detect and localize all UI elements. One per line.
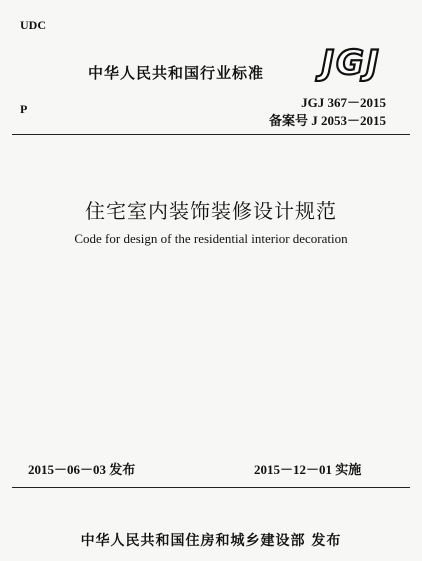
issue-date: 2015－06－03 发布 xyxy=(28,462,136,477)
standard-code: JGJ 367－2015 xyxy=(301,95,386,110)
implementation-date: 2015－12－01 实施 xyxy=(254,462,362,477)
publisher: 中华人民共和国住房和城乡建设部 发布 xyxy=(80,533,342,549)
record-number: 备案号 J 2053－2015 xyxy=(268,113,386,128)
classification-code: P xyxy=(20,102,28,116)
standard-type-heading: 中华人民共和国行业标准 xyxy=(88,64,265,82)
document-title-english: Code for design of the residential interior decoration xyxy=(74,231,348,246)
bottom-divider xyxy=(12,487,410,488)
document-title-chinese: 住宅室内装饰装修设计规范 xyxy=(85,199,337,223)
logo-text: JGJ xyxy=(321,43,381,82)
udc-label: UDC xyxy=(20,18,46,32)
jgj-logo xyxy=(310,38,392,82)
top-divider xyxy=(12,134,410,135)
